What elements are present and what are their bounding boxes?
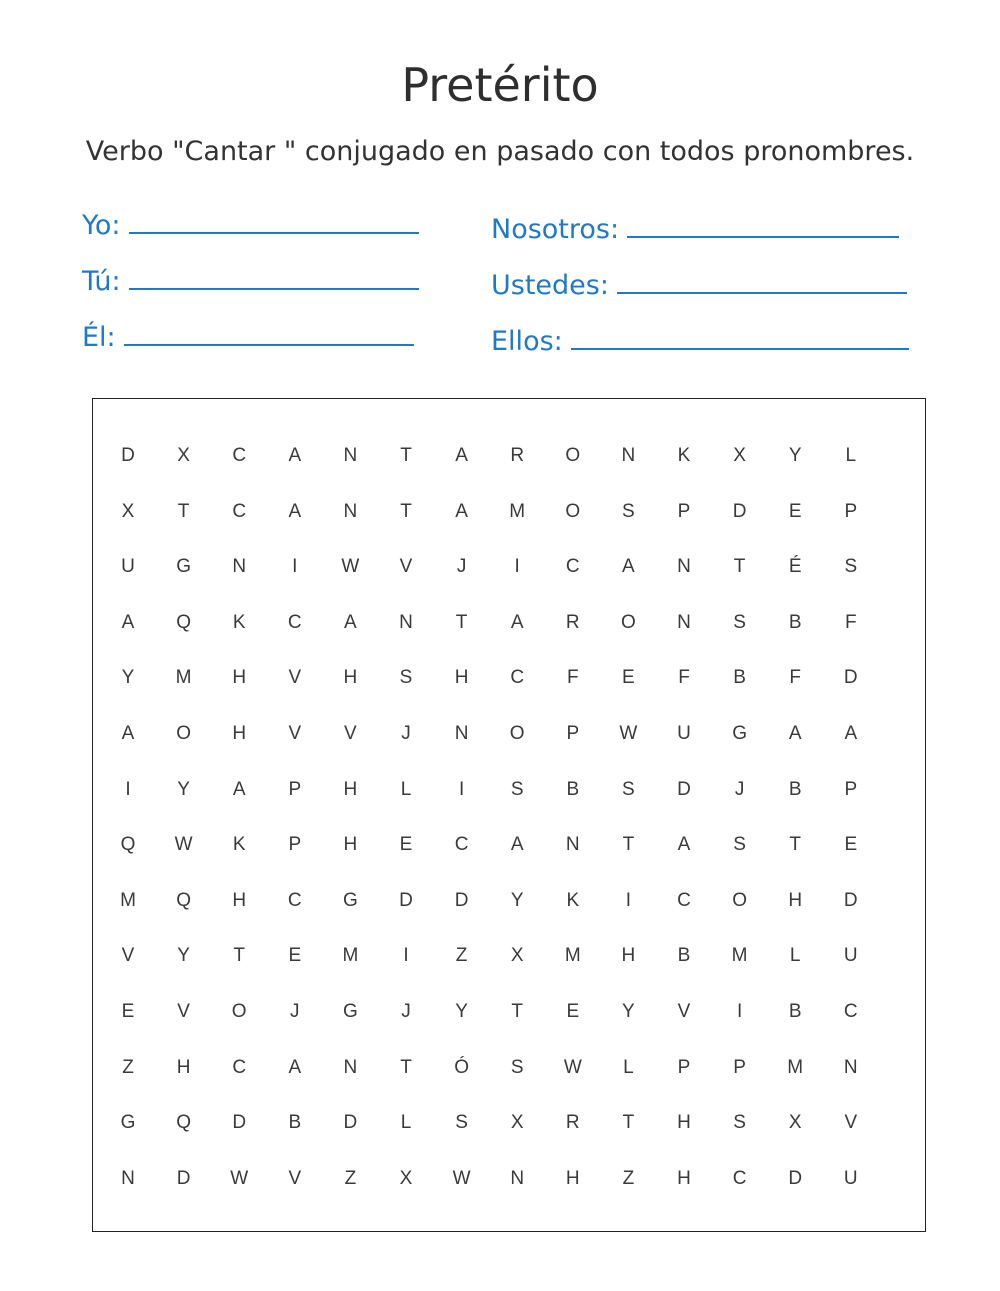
grid-letter[interactable]: Q bbox=[176, 1112, 191, 1134]
grid-letter[interactable]: G bbox=[120, 1112, 136, 1134]
grid-letter[interactable]: R bbox=[565, 611, 580, 633]
grid-letter[interactable]: J bbox=[401, 723, 411, 744]
grid-letter[interactable]: P bbox=[677, 1056, 691, 1078]
answer-line-el[interactable] bbox=[124, 318, 414, 346]
grid-letter[interactable]: I bbox=[736, 1001, 743, 1022]
grid-letter[interactable]: A bbox=[510, 834, 524, 856]
grid-letter[interactable]: A bbox=[288, 1056, 302, 1078]
grid-letter[interactable]: H bbox=[565, 1167, 580, 1189]
grid-letter[interactable]: B bbox=[788, 1001, 802, 1022]
grid-letter[interactable]: Y bbox=[622, 1001, 635, 1022]
grid-letter[interactable]: M bbox=[787, 1056, 804, 1078]
grid-letter[interactable]: P bbox=[288, 778, 302, 800]
grid-letter[interactable]: E bbox=[788, 500, 802, 522]
field-tu bbox=[82, 262, 419, 297]
grid-letter[interactable]: K bbox=[677, 445, 691, 466]
grid-letter[interactable]: K bbox=[566, 889, 580, 911]
grid-letter[interactable]: N bbox=[677, 611, 691, 633]
field-el bbox=[82, 318, 414, 353]
grid-letter[interactable]: É bbox=[788, 556, 802, 578]
grid-letter[interactable]: V bbox=[288, 723, 302, 744]
grid-letter[interactable]: S bbox=[733, 611, 746, 633]
grid-letter[interactable]: O bbox=[176, 723, 191, 744]
grid-letter[interactable]: N bbox=[399, 611, 413, 633]
grid-letter[interactable]: P bbox=[844, 500, 858, 522]
grid-letter[interactable]: O bbox=[231, 1001, 247, 1022]
grid-letter[interactable]: W bbox=[174, 834, 193, 856]
grid-letter[interactable]: H bbox=[343, 667, 358, 689]
grid-letter[interactable]: D bbox=[677, 778, 691, 800]
grid-letter[interactable]: S bbox=[510, 1056, 524, 1078]
grid-letter[interactable]: A bbox=[288, 500, 302, 522]
grid-letter[interactable]: B bbox=[733, 667, 746, 689]
grid-letter[interactable]: W bbox=[619, 723, 638, 744]
grid-letter[interactable]: W bbox=[452, 1167, 471, 1189]
grid-letter[interactable]: Q bbox=[120, 834, 136, 856]
grid-letter[interactable]: A bbox=[288, 445, 302, 466]
grid-letter[interactable]: D bbox=[343, 1112, 358, 1134]
grid-letter[interactable]: E bbox=[566, 1001, 580, 1022]
grid-letter[interactable]: V bbox=[288, 667, 302, 689]
grid-letter[interactable]: Z bbox=[455, 945, 468, 967]
grid-letter[interactable]: E bbox=[844, 834, 858, 856]
grid-letter[interactable]: D bbox=[454, 889, 469, 911]
field-ustedes-label: Ustedes: bbox=[491, 270, 609, 301]
grid-letter[interactable]: O bbox=[732, 889, 747, 911]
grid-letter[interactable]: D bbox=[843, 889, 858, 911]
answer-line-yo[interactable] bbox=[129, 206, 419, 234]
grid-letter[interactable]: O bbox=[621, 611, 636, 633]
grid-letter[interactable]: N bbox=[677, 556, 691, 578]
grid-letter[interactable]: B bbox=[788, 611, 802, 633]
grid-letter[interactable]: B bbox=[288, 1112, 302, 1134]
grid-letter[interactable]: L bbox=[400, 1112, 412, 1134]
grid-letter[interactable]: X bbox=[399, 1167, 413, 1189]
grid-letter[interactable]: C bbox=[232, 500, 247, 522]
grid-letter[interactable]: A bbox=[455, 500, 468, 522]
grid-letter[interactable]: N bbox=[232, 556, 247, 578]
grid-letter[interactable]: G bbox=[343, 889, 358, 911]
grid-letter[interactable]: E bbox=[121, 1001, 135, 1022]
grid-letter[interactable]: X bbox=[177, 445, 190, 466]
grid-letter[interactable]: P bbox=[677, 500, 691, 522]
grid-letter[interactable]: H bbox=[343, 834, 358, 856]
grid-letter[interactable]: X bbox=[788, 1112, 802, 1134]
grid-letter[interactable]: G bbox=[176, 556, 191, 578]
grid-letter[interactable]: Q bbox=[176, 889, 191, 911]
grid-letter[interactable]: X bbox=[121, 500, 135, 522]
grid-letter[interactable]: F bbox=[678, 667, 690, 689]
grid-letter[interactable]: C bbox=[287, 611, 302, 633]
grid-letter[interactable]: C bbox=[287, 889, 302, 911]
grid-letter[interactable]: V bbox=[288, 1167, 302, 1189]
grid-letter[interactable]: V bbox=[177, 1001, 190, 1022]
grid-letter[interactable]: H bbox=[343, 778, 358, 800]
grid-letter[interactable]: N bbox=[343, 445, 358, 466]
grid-letter[interactable]: V bbox=[677, 1001, 691, 1022]
grid-letter[interactable]: G bbox=[732, 723, 747, 744]
grid-letter[interactable]: Y bbox=[121, 667, 135, 689]
grid-letter[interactable]: P bbox=[288, 834, 302, 856]
grid-letter[interactable]: W bbox=[563, 1056, 582, 1078]
grid-letter[interactable]: H bbox=[454, 667, 469, 689]
grid-letter[interactable]: T bbox=[400, 1056, 412, 1078]
grid-letter[interactable]: J bbox=[290, 1001, 300, 1022]
grid-letter[interactable]: T bbox=[233, 945, 245, 967]
grid-letter[interactable]: I bbox=[514, 556, 520, 578]
grid-letter[interactable]: Z bbox=[622, 1167, 635, 1189]
grid-letter[interactable]: A bbox=[344, 611, 357, 633]
field-nosotros-label: Nosotros: bbox=[491, 214, 620, 245]
grid-letter[interactable]: S bbox=[455, 1112, 468, 1134]
grid-letter[interactable]: A bbox=[121, 723, 135, 744]
grid-letter[interactable]: O bbox=[509, 723, 525, 744]
grid-letter[interactable]: X bbox=[510, 1112, 524, 1134]
grid-letter[interactable]: L bbox=[789, 945, 801, 967]
grid-letter[interactable]: H bbox=[788, 889, 803, 911]
grid-letter[interactable]: C bbox=[454, 834, 469, 856]
grid-letter[interactable]: Y bbox=[510, 889, 524, 911]
grid-letter[interactable]: T bbox=[400, 445, 412, 466]
grid-letter[interactable]: E bbox=[288, 945, 302, 967]
grid-letter[interactable]: U bbox=[843, 945, 858, 967]
grid-letter[interactable]: X bbox=[733, 445, 746, 466]
grid-letter[interactable]: H bbox=[176, 1056, 191, 1078]
grid-letter[interactable]: M bbox=[120, 889, 136, 911]
grid-letter[interactable]: D bbox=[732, 500, 747, 522]
grid-letter[interactable]: H bbox=[677, 1167, 691, 1189]
grid-letter[interactable]: N bbox=[510, 1167, 525, 1189]
answer-line-ellos[interactable] bbox=[571, 322, 909, 350]
grid-letter[interactable]: A bbox=[622, 556, 635, 578]
grid-letter[interactable]: J bbox=[734, 778, 745, 800]
grid-letter[interactable]: Q bbox=[176, 611, 191, 633]
grid-letter[interactable]: T bbox=[455, 611, 468, 633]
grid-letter[interactable]: S bbox=[733, 834, 746, 856]
grid-letter[interactable]: E bbox=[399, 834, 413, 856]
grid-letter[interactable]: T bbox=[622, 834, 635, 856]
grid-letter[interactable]: C bbox=[843, 1001, 858, 1022]
grid-letter[interactable]: D bbox=[399, 889, 413, 911]
grid-letter[interactable]: F bbox=[789, 667, 801, 689]
grid-letter[interactable]: I bbox=[125, 778, 131, 800]
grid-letter[interactable]: L bbox=[845, 445, 857, 466]
grid-letter[interactable]: C bbox=[232, 1056, 247, 1078]
grid-letter[interactable]: Y bbox=[455, 1001, 468, 1022]
grid-letter[interactable]: B bbox=[677, 945, 691, 967]
grid-letter[interactable]: V bbox=[121, 945, 135, 967]
grid-letter[interactable]: V bbox=[399, 556, 413, 578]
grid-letter[interactable]: I bbox=[292, 556, 298, 578]
grid-letter[interactable]: Y bbox=[177, 945, 190, 967]
grid-letter[interactable]: C bbox=[732, 1167, 747, 1189]
grid-letter[interactable]: H bbox=[232, 667, 247, 689]
grid-letter[interactable]: K bbox=[232, 611, 246, 633]
grid-letter[interactable]: T bbox=[511, 1001, 523, 1022]
grid-letter[interactable]: B bbox=[566, 778, 580, 800]
grid-letter[interactable]: C bbox=[677, 889, 691, 911]
grid-letter[interactable]: N bbox=[343, 500, 358, 522]
grid-letter[interactable]: H bbox=[677, 1112, 691, 1134]
grid-letter[interactable]: L bbox=[623, 1056, 634, 1078]
grid-letter[interactable]: S bbox=[622, 500, 635, 522]
grid-letter[interactable]: R bbox=[565, 1112, 580, 1134]
grid-letter[interactable]: Y bbox=[788, 445, 802, 466]
answer-line-tu[interactable] bbox=[129, 262, 419, 290]
grid-letter[interactable]: D bbox=[788, 1167, 803, 1189]
grid-letter[interactable]: J bbox=[456, 556, 467, 578]
grid-letter[interactable]: A bbox=[121, 611, 135, 633]
grid-letter[interactable]: V bbox=[844, 1112, 858, 1134]
grid-letter[interactable]: P bbox=[844, 778, 858, 800]
grid-letter[interactable]: T bbox=[177, 500, 190, 522]
grid-letter[interactable]: T bbox=[622, 1112, 635, 1134]
grid-letter[interactable]: U bbox=[677, 723, 691, 744]
grid-letter[interactable]: M bbox=[564, 945, 581, 967]
grid-letter[interactable]: M bbox=[509, 500, 526, 522]
grid-letter[interactable]: D bbox=[843, 667, 858, 689]
grid-letter[interactable]: D bbox=[232, 1112, 247, 1134]
answer-line-nosotros[interactable] bbox=[627, 210, 899, 238]
grid-letter[interactable]: M bbox=[342, 945, 359, 967]
grid-letter[interactable]: D bbox=[121, 445, 135, 466]
field-tu-label: Tú: bbox=[82, 266, 121, 297]
grid-letter[interactable]: E bbox=[622, 667, 635, 689]
grid-letter[interactable]: H bbox=[232, 889, 247, 911]
grid-letter[interactable]: S bbox=[733, 1112, 746, 1134]
grid-letter[interactable]: U bbox=[843, 1167, 858, 1189]
grid-letter[interactable]: U bbox=[121, 556, 135, 578]
grid-letter[interactable]: H bbox=[621, 945, 636, 967]
grid-letter[interactable]: T bbox=[733, 556, 746, 578]
grid-letter[interactable]: F bbox=[844, 611, 857, 633]
grid-letter[interactable]: S bbox=[622, 778, 635, 800]
field-yo-label: Yo: bbox=[82, 210, 121, 241]
grid-letter[interactable]: N bbox=[621, 445, 636, 466]
grid-letter[interactable]: P bbox=[566, 723, 580, 744]
grid-letter[interactable]: S bbox=[399, 667, 413, 689]
field-yo bbox=[82, 206, 419, 241]
grid-letter[interactable]: A bbox=[455, 445, 468, 466]
grid-letter[interactable]: Z bbox=[344, 1167, 357, 1189]
field-el-label: Él: bbox=[82, 322, 116, 353]
grid-letter[interactable]: Z bbox=[122, 1056, 134, 1078]
grid-letter[interactable]: C bbox=[232, 445, 247, 466]
grid-letter[interactable]: O bbox=[565, 500, 581, 522]
grid-letter[interactable]: K bbox=[232, 834, 246, 856]
grid-letter[interactable]: T bbox=[400, 500, 412, 522]
grid-letter[interactable]: N bbox=[843, 1056, 858, 1078]
grid-letter[interactable]: L bbox=[400, 778, 412, 800]
page-title: Pretérito bbox=[401, 58, 599, 112]
grid-letter[interactable]: A bbox=[844, 723, 858, 744]
grid-letter[interactable]: C bbox=[565, 556, 580, 578]
grid-letter[interactable]: A bbox=[788, 723, 802, 744]
grid-letter[interactable]: I bbox=[458, 778, 465, 800]
grid-letter[interactable]: G bbox=[343, 1001, 358, 1022]
word-search-grid bbox=[92, 398, 926, 1232]
grid-letter[interactable]: M bbox=[175, 667, 192, 689]
grid-letter[interactable]: V bbox=[344, 723, 357, 744]
grid-letter[interactable]: N bbox=[454, 723, 469, 744]
grid-letter[interactable]: J bbox=[401, 1001, 411, 1022]
grid-letter[interactable]: B bbox=[788, 778, 802, 800]
grid-letter[interactable]: A bbox=[232, 778, 246, 800]
grid-letter[interactable]: R bbox=[510, 445, 525, 466]
grid-letter[interactable]: I bbox=[403, 945, 409, 967]
grid-letter[interactable]: T bbox=[789, 834, 801, 856]
grid-letter[interactable]: Y bbox=[177, 778, 190, 800]
grid-letter[interactable]: W bbox=[341, 556, 360, 578]
grid-letter[interactable]: P bbox=[733, 1056, 746, 1078]
field-ellos bbox=[491, 322, 909, 357]
grid-letter[interactable]: W bbox=[230, 1167, 249, 1189]
field-ellos-label: Ellos: bbox=[491, 326, 563, 357]
grid-letter[interactable]: D bbox=[176, 1167, 191, 1189]
answer-line-ustedes[interactable] bbox=[617, 266, 907, 294]
field-ustedes bbox=[491, 266, 907, 301]
grid-letter[interactable]: X bbox=[510, 945, 524, 967]
grid-letter[interactable]: F bbox=[566, 667, 579, 689]
grid-letter[interactable]: O bbox=[565, 445, 581, 466]
grid-letter[interactable]: S bbox=[510, 778, 524, 800]
grid-letter[interactable]: H bbox=[232, 723, 247, 744]
grid-letter[interactable]: N bbox=[121, 1167, 135, 1189]
grid-letter[interactable]: N bbox=[343, 1056, 358, 1078]
page-subtitle: Verbo "Cantar " conjugado en pasado con todos pronombres. bbox=[85, 136, 915, 167]
grid-letter[interactable]: S bbox=[844, 556, 858, 578]
grid-letter[interactable]: C bbox=[510, 667, 525, 689]
field-nosotros bbox=[491, 210, 899, 245]
grid-letter[interactable]: N bbox=[565, 834, 580, 856]
grid-letter[interactable]: I bbox=[625, 889, 632, 911]
grid-letter[interactable]: Ó bbox=[454, 1056, 469, 1078]
grid-letter[interactable]: M bbox=[731, 945, 748, 967]
grid-letter[interactable]: A bbox=[677, 834, 691, 856]
grid-letter[interactable]: A bbox=[510, 611, 524, 633]
